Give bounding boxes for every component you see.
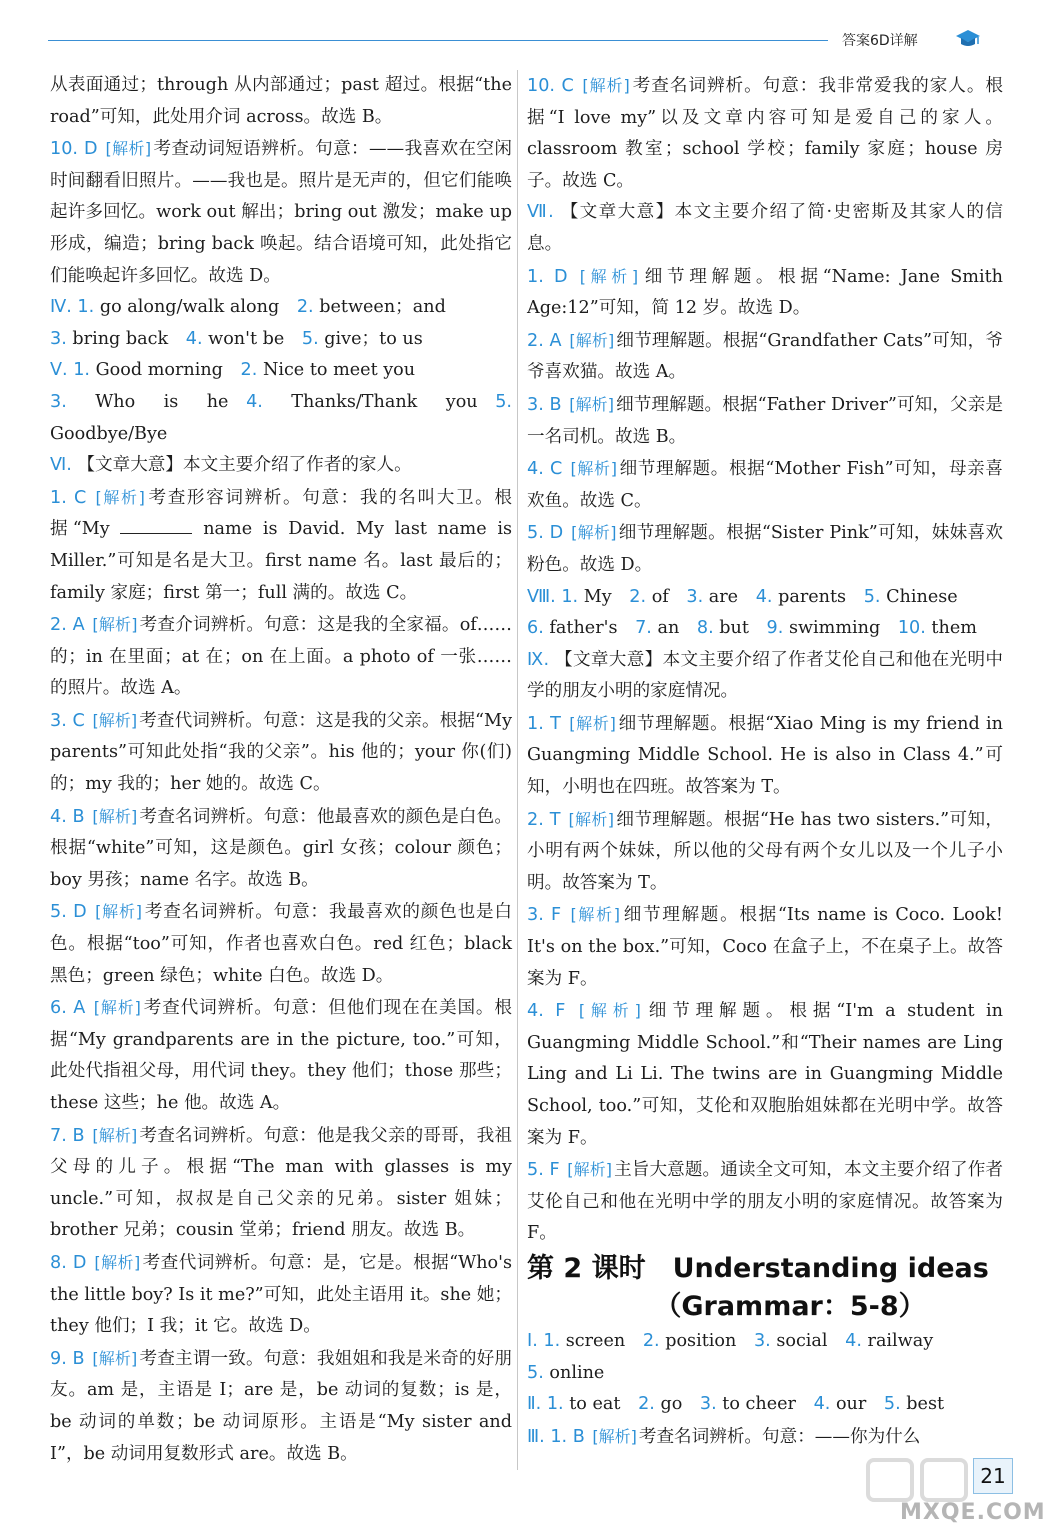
analysis-tag: [解析]: [570, 905, 621, 925]
answer-item: [50, 609, 512, 705]
answer-item: [50, 1120, 512, 1247]
analysis-tag: [解析]: [578, 1001, 641, 1021]
answer-item: [527, 453, 1003, 517]
answer-number: Ⅷ. 1.: [527, 586, 579, 607]
answer-number: 1. C: [50, 487, 87, 508]
answer-text: 主旨大意题。通读全文可知，本文主要介绍了作者艾伦自己和他在光明中学的朋友小明的家庭情况。故答案为 F。: [527, 1160, 1003, 1244]
answer-text: 考查名词辨析。句意：我最喜欢的颜色也是白色。根据“too”可知，作者也喜欢白色。red 红色；black 黑色；green 绿色；white 白色。故选 D。: [50, 902, 512, 986]
answer-text: them: [931, 618, 977, 639]
answer-text: 考查名词辨析。句意：——你为什么: [638, 1426, 921, 1447]
answer-text: go along/walk along: [99, 297, 280, 318]
answer-number: 2.: [629, 586, 647, 607]
answer-text: parents: [778, 586, 847, 607]
answer-number: 7. B: [50, 1125, 85, 1146]
answer-number: 8.: [696, 618, 714, 639]
answer-number: 5.: [883, 1394, 901, 1415]
page-number: 21: [973, 1458, 1013, 1494]
answer-item: [50, 1343, 512, 1470]
answer-text: 细节理解题。根据“Xiao Ming is my friend in Guangming Middle School. He is also in Class 4.”可知，小明也在四班。故答案为 T。: [527, 713, 1003, 798]
analysis-tag: [解析]: [93, 998, 141, 1018]
answer-item: [527, 708, 1003, 804]
answer-text: 【文章大意】本文主要介绍了作者艾伦自己和他在光明中学的朋友小明的家庭情况。: [527, 649, 1003, 702]
answer-number: 7.: [635, 618, 652, 639]
answer-text: to cheer: [722, 1394, 796, 1415]
answer-number: 2.: [638, 1394, 655, 1415]
answer-item: [50, 387, 512, 450]
answer-item: [50, 133, 512, 292]
answer-number: 5.: [495, 391, 513, 412]
answer-text: father's: [549, 618, 618, 639]
answer-number: 4.: [845, 1330, 862, 1351]
header-label: 答案6D详解: [842, 33, 918, 49]
answer-text: 考查名词辨析。句意：他是我父亲的哥哥，我祖父母的儿子。根据“The man with glasses is my uncle.”可知，叔叔是自己父亲的兄弟。sister 姐妹；brother 兄弟；cousin 堂弟；friend 朋友。故选 B。: [50, 1125, 512, 1241]
analysis-tag: [解析]: [567, 1160, 613, 1180]
answer-number: 2. T: [527, 809, 561, 830]
answer-number: 4.: [246, 391, 263, 412]
answer-text: an: [657, 618, 680, 639]
answer-text: railway: [867, 1330, 934, 1351]
answer-item: [527, 325, 1003, 389]
answer-text: swimming: [788, 618, 881, 639]
answer-text: won't be: [208, 328, 285, 349]
answer-item: [527, 613, 1003, 645]
answer-text: position: [665, 1330, 737, 1351]
answer-number: 6.: [527, 618, 544, 639]
answer-number: 4.: [185, 328, 203, 349]
analysis-tag: [解析]: [571, 523, 617, 543]
answer-item: [50, 355, 512, 387]
answer-number: 3.: [686, 586, 704, 607]
answer-item: [527, 1154, 1003, 1250]
answer-number: 2. A: [527, 330, 562, 351]
answer-number: 9. B: [50, 1348, 85, 1369]
answer-number: 5.: [527, 1362, 544, 1383]
answer-text: 【文章大意】本文主要介绍了简·史密斯及其家人的信息。: [527, 202, 1003, 254]
answer-number: 4.: [755, 586, 773, 607]
left-column: [50, 70, 512, 1470]
answer-text: best: [906, 1394, 945, 1415]
answer-item: [527, 389, 1003, 453]
analysis-tag: [解析]: [92, 1348, 138, 1368]
answer-text: 考查动词短语辨析。句意：——我喜欢在空闲时间翻看旧照片。——我也是。照片是无声的，但它们能唤起许多回忆。work out 解出；bring out 激发；make up 形成，编造；bring back 唤起。结合语境可知，此处指它们能唤起许多回忆。故选 D。: [50, 139, 512, 286]
answer-text: to eat: [569, 1394, 621, 1415]
answer-item: [527, 197, 1003, 260]
answer-item: [527, 70, 1003, 197]
answer-number: Ⅶ.: [527, 202, 554, 223]
answer-item: [50, 1247, 512, 1343]
answer-number: 3.: [50, 328, 67, 349]
answer-item: [50, 896, 512, 992]
answer-number: 4. B: [50, 806, 85, 827]
lesson-title: 第 2 课时 Understanding ideas: [527, 1252, 989, 1284]
answer-item: [527, 899, 1003, 995]
analysis-tag: [解析]: [105, 139, 152, 159]
answer-text: 考查代词辨析。句意：这是我的父亲。根据“My parents”可知此处指“我的父亲”。his 他的；your 你(们)的；my 我的；her 她的。故选 C。: [50, 710, 513, 795]
answer-number: 10. C: [527, 76, 574, 96]
answer-text: Goodbye/Bye: [50, 423, 168, 444]
analysis-tag: [解析]: [592, 1426, 637, 1446]
answer-text: 考查形容词辨析。句意：我的名叫大卫。根据“My: [50, 487, 512, 540]
answer-text: 考查介词辨析。句意：这是我的全家福。of……的；in 在里面；at 在；on 在上面。a photo of 一张……的照片。故选 A。: [50, 615, 512, 699]
answer-number: 5. D: [527, 523, 564, 544]
answer-number: 4.: [813, 1394, 831, 1415]
answer-number: 5.: [863, 586, 881, 607]
answer-text: Thanks/Thank you: [291, 391, 478, 412]
answer-text: 考查代词辨析。句意：是，它是。根据“Who's the little boy? Is it me?”可知，此处主语用 it。she 她；they 他们；I 我；it 它。故选 D。: [50, 1252, 512, 1337]
answer-text: but: [719, 618, 749, 639]
answer-number: 3.: [50, 391, 67, 412]
answer-number: Ⅱ. 1.: [527, 1394, 564, 1415]
answer-number: Ⅰ. 1.: [527, 1330, 561, 1351]
answer-number: 10. D: [50, 139, 98, 160]
header-rule: [48, 40, 828, 41]
answer-number: 6. A: [50, 998, 86, 1019]
answer-text: Chinese: [886, 586, 958, 607]
answer-item: [50, 482, 512, 609]
answer-item: [50, 992, 512, 1119]
answer-text: 【文章大意】本文主要介绍了作者的家人。: [77, 455, 412, 476]
answer-text: 细节理解题。根据“Sister Pink”可知，妹妹喜欢粉色。故选 D。: [527, 523, 1003, 575]
answer-number: 8. D: [50, 1252, 87, 1273]
answer-text: go: [660, 1394, 683, 1415]
answer-item: [50, 324, 512, 356]
answer-item: [527, 1326, 1003, 1358]
answer-text: 考查名词辨析。句意：他最喜欢的颜色是白色。根据“white”可知，这是颜色。girl 女孩；colour 颜色；boy 男孩；name 名字。故选 B。: [50, 806, 512, 890]
answer-number: Ⅸ.: [527, 649, 550, 670]
answer-number: 2. A: [50, 615, 85, 636]
answer-text: 细节理解题。根据“Name: Jane Smith Age:12”可知，简 12 岁。故选 D。: [527, 266, 1003, 319]
analysis-tag: [解析]: [92, 806, 138, 826]
answer-text: 细节理解题。根据“Grandfather Cats”可知，爷爷喜欢猫。故选 A。: [527, 330, 1003, 383]
answer-text: Who is he: [95, 391, 229, 412]
analysis-tag: [解析]: [92, 615, 138, 635]
analysis-tag: [解析]: [570, 459, 617, 479]
answer-number: 4. F: [527, 1001, 566, 1022]
answer-text: 细节理解题。根据“Its name is Coco. Look! It's on the box.”可知，Coco 在盒子上，不在桌子上。故答案为 F。: [527, 905, 1004, 989]
analysis-tag: [解析]: [569, 394, 614, 414]
analysis-tag: [解析]: [569, 330, 615, 350]
analysis-tag: [解析]: [568, 809, 614, 829]
answer-number: 3.: [753, 1330, 771, 1351]
answer-text: 细节理解题。根据“Mother Fish”可知，母亲喜欢鱼。故选 C。: [527, 459, 1004, 511]
graduation-cap-icon: [955, 28, 981, 50]
answer-text: name is David. My last name is Miller.”可知是名是大卫。first name 名。last 最后的；family 家庭；first 第一；full 满的。故选 C。: [50, 519, 513, 603]
watermark-text: MXQE.COM: [900, 1500, 1046, 1525]
column-divider: [517, 70, 518, 1470]
answer-item: [527, 645, 1003, 708]
answer-number: 2.: [240, 360, 258, 381]
answer-text: screen: [565, 1330, 626, 1351]
answer-text: 细节理解题。根据“He has two sisters.”可知，小明有两个妹妹，所以他的父母有两个女儿以及一个儿子小明。故答案为 T。: [527, 809, 1003, 893]
answer-item: [50, 70, 512, 133]
analysis-tag: [解析]: [94, 1252, 141, 1272]
answer-number: 4. C: [527, 459, 563, 480]
answer-number: 5. F: [527, 1160, 560, 1181]
answer-number: 10.: [897, 618, 926, 639]
answer-text: 考查代词辨析。句意：但他们现在在美国。根据“My grandparents are in the picture, too.”可知，此处代指祖父母，用代词 they。they 他们；those 那些；these 这些；he 他。故选 A。: [50, 998, 512, 1113]
lesson-subtitle: （Grammar：5-8）: [654, 1290, 926, 1322]
answer-text: Nice to meet you: [262, 360, 416, 381]
answer-text: bring back: [72, 328, 169, 349]
answer-number: 1. D: [527, 266, 568, 287]
answer-text: online: [549, 1362, 605, 1383]
answer-item: [50, 450, 512, 482]
answer-item: [527, 1358, 1003, 1390]
answer-text: 考查名词辨析。句意：我非常爱我的家人。根据“I love my”以及文章内容可知是爱自己的家人。classroom 教室；school 学校；family 家庭；house 房子。故选 C。: [527, 76, 1003, 191]
answer-number: 2.: [296, 297, 314, 318]
answer-text: 细节理解题。根据“I'm a student in Guangming Middle School.”和“Their names are Ling Ling and Li Li. The twins are in Guangming Middle School, too.”可知，艾伦和双胞胎姐妹都在光明中学。故答案为 F。: [527, 1001, 1004, 1148]
answer-number: 9.: [766, 618, 784, 639]
answer-text: 从表面通过；through 从内部通过；past 超过。根据“the road”可知，此处用介词 across。故选 B。: [50, 75, 512, 127]
analysis-tag: [解析]: [569, 713, 616, 733]
answer-text: between；and: [319, 297, 446, 318]
analysis-tag: [解析]: [579, 266, 639, 286]
right-column: [527, 70, 1003, 1453]
analysis-tag: [解析]: [95, 487, 145, 507]
answer-number: 1. T: [527, 713, 561, 734]
answer-number: 5.: [301, 328, 319, 349]
answer-number: 5. D: [50, 902, 87, 923]
answer-text: are: [708, 586, 739, 607]
analysis-tag: [解析]: [92, 710, 138, 730]
answer-text: Good morning: [95, 360, 223, 381]
answer-number: 3. F: [527, 905, 562, 926]
answer-item: [527, 1389, 1003, 1421]
answer-item: [527, 261, 1003, 325]
answer-item: [527, 517, 1003, 581]
answer-number: Ⅴ. 1.: [50, 360, 91, 381]
analysis-tag: [解析]: [95, 902, 143, 922]
analysis-tag: [解析]: [582, 76, 630, 95]
answer-number: Ⅲ. 1. B: [527, 1426, 585, 1447]
answer-item: [527, 995, 1003, 1154]
answer-item: [527, 582, 1003, 614]
answer-text: My: [583, 586, 612, 607]
answer-number: 3. C: [50, 710, 85, 731]
answer-text: social: [776, 1330, 828, 1351]
answer-number: 2.: [642, 1330, 660, 1351]
answer-text: 考查主谓一致。句意：我姐姐和我是米奇的好朋友。am 是，主语是 I；are 是，be 动词的复数；is 是，be 动词的单数；be 动词原形。主语是“My sister and I”，be 动词用复数形式 are。故选 B。: [50, 1348, 512, 1464]
answer-number: 3. B: [527, 394, 562, 415]
answer-item: [527, 804, 1003, 900]
answer-item: [527, 1421, 1003, 1454]
answer-item: [50, 292, 512, 324]
answer-number: Ⅵ.: [50, 455, 72, 476]
answer-item: [50, 801, 512, 897]
answer-number: Ⅳ. 1.: [50, 297, 95, 318]
answer-number: 3.: [699, 1394, 717, 1415]
answer-item: [50, 705, 512, 801]
fill-blank: [120, 519, 192, 534]
analysis-tag: [解析]: [92, 1125, 138, 1145]
answer-text: give；to us: [324, 328, 423, 349]
answer-text: 细节理解题。根据“Father Driver”可知，父亲是一名司机。故选 B。: [527, 394, 1003, 447]
answer-text: of: [651, 586, 669, 607]
answer-text: our: [835, 1394, 867, 1415]
